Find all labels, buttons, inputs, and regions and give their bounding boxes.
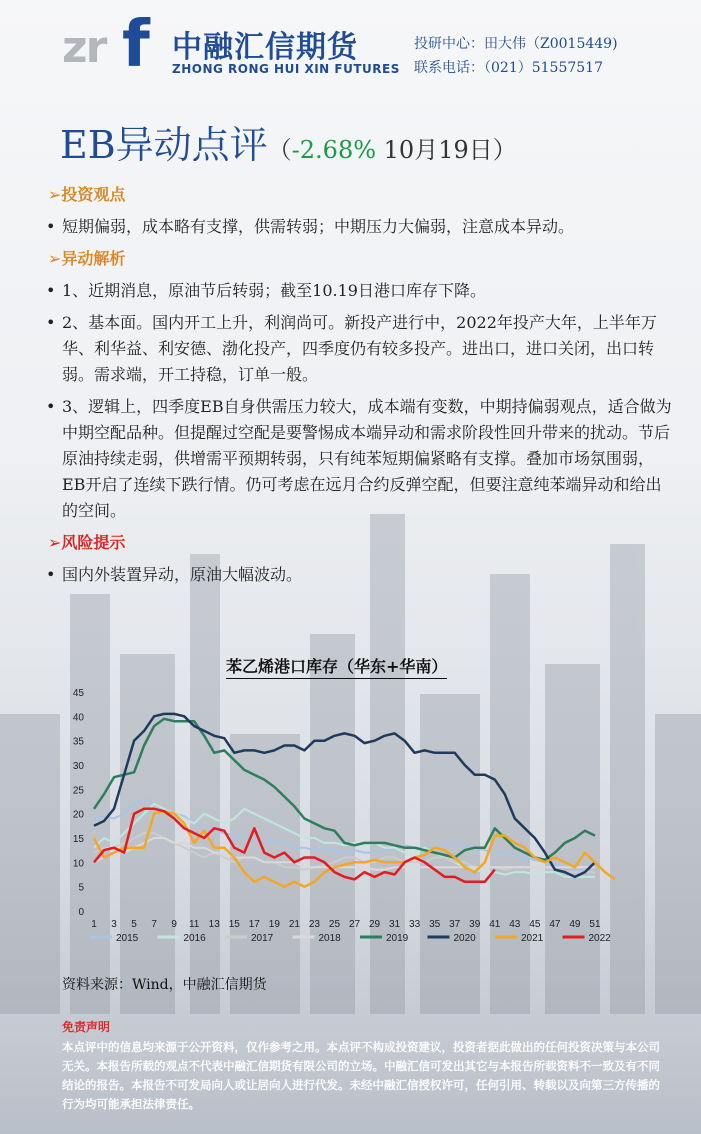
company-name-cn: 中融汇信期货 <box>172 30 358 65</box>
section-risk-title: ➢风险提示 <box>48 533 126 552</box>
arrow-icon: ➢ <box>48 533 62 552</box>
x-tick-label: 51 <box>589 919 601 930</box>
arrow-icon: ➢ <box>48 249 62 268</box>
x-tick-label: 21 <box>288 919 300 930</box>
title-date: 10月19日 <box>376 136 493 164</box>
x-tick-label: 9 <box>171 919 177 930</box>
title-change-pct: -2.68% <box>291 136 377 164</box>
x-tick-label: 43 <box>509 919 521 930</box>
y-tick-label: 10 <box>72 858 84 870</box>
x-tick-label: 27 <box>348 919 361 930</box>
x-tick-label: 29 <box>368 919 381 930</box>
bullet-icon: • <box>46 313 56 332</box>
contact-info <box>414 32 618 80</box>
x-tick-label: 47 <box>549 919 561 930</box>
legend-label-2018: 2018 <box>318 933 341 944</box>
series-line-2022 <box>94 809 495 882</box>
chart-title: 苯乙烯港口库存（华东+华南） <box>226 654 447 679</box>
data-source: 资料来源：Wind，中融汇信期货 <box>62 977 267 993</box>
x-tick-label: 49 <box>569 919 581 930</box>
title-main: EB异动点评 <box>60 123 268 167</box>
arrow-icon: ➢ <box>48 185 62 204</box>
x-tick-label: 39 <box>469 919 481 930</box>
x-tick-label: 15 <box>228 919 240 930</box>
content <box>46 178 676 594</box>
legend-label-2017: 2017 <box>251 933 274 944</box>
y-tick-label: 45 <box>72 688 84 699</box>
series-line-2015 <box>94 799 595 872</box>
view-paragraph: • 短期偏弱，成本略有支撑，供需转弱；中期压力大偏弱，注意成本异动。 <box>46 214 676 240</box>
analysis-paragraph-1: • 1、近期消息，原油节后转弱；截至10.19日港口库存下降。 <box>46 278 676 304</box>
phone-line: 联系电话：（021）51557517 <box>414 60 603 76</box>
legend-label-2020: 2020 <box>453 933 476 944</box>
title-close-paren: ） <box>492 136 517 164</box>
legend-label-2015: 2015 <box>116 933 139 944</box>
x-tick-label: 17 <box>248 919 260 930</box>
section-analysis-title: ➢异动解析 <box>48 249 126 268</box>
legend-label-2016: 2016 <box>183 933 206 944</box>
x-tick-label: 19 <box>268 919 280 930</box>
x-tick-label: 7 <box>151 919 157 930</box>
risk-paragraph: • 国内外装置异动，原油大幅波动。 <box>46 562 676 588</box>
legend-label-2021: 2021 <box>521 933 544 944</box>
analysis-paragraph-3: • 3、逻辑上，四季度EB自身供需压力较大，成本端有变数，中期持偏弱观点，适合做为中期空配品种。但提醒过空配是要警惕成本端异动和需求阶段性回升带来的扰动。节后原油持续走弱，供增需平预期转弱，只有纯苯短期偏紧略有支撑。叠加市场氛围弱，EB开启了连续下跌行情。仍可考虑在远月合约反弹空配，但要注意纯苯端异动和给出的空间。 <box>46 394 676 524</box>
x-tick-label: 3 <box>111 919 117 930</box>
logo-letters: zr <box>62 22 106 73</box>
y-tick-label: 25 <box>72 785 84 797</box>
x-tick-label: 1 <box>91 919 97 930</box>
x-tick-label: 5 <box>131 919 137 930</box>
bullet-icon: • <box>46 217 56 236</box>
x-tick-label: 45 <box>529 919 541 930</box>
bullet-icon: • <box>46 565 56 584</box>
bullet-icon: • <box>46 397 56 416</box>
header <box>0 0 701 100</box>
y-tick-label: 5 <box>78 882 84 894</box>
series-line-2021 <box>94 811 615 887</box>
logo-f: f <box>122 8 150 82</box>
legend-label-2019: 2019 <box>386 933 409 944</box>
x-tick-label: 11 <box>188 919 200 930</box>
disclaimer-title: 免责声明 <box>62 1020 111 1034</box>
x-tick-label: 33 <box>409 919 421 930</box>
analysis-paragraph-2: • 2、基本面。国内开工上升，利润尚可。新投产进行中，2022年投产大年，上半年万华、利华益、利安德、渤化投产，四季度仍有较多投产。进出口，进口关闭，出口转弱。需求端，开工持稳，订单一般。 <box>46 310 676 388</box>
x-tick-label: 35 <box>429 919 441 930</box>
section-view-title: ➢投资观点 <box>48 185 126 204</box>
x-tick-label: 41 <box>489 919 501 930</box>
y-tick-label: 40 <box>72 712 84 724</box>
x-tick-label: 31 <box>389 919 401 930</box>
y-tick-label: 30 <box>72 761 84 772</box>
y-tick-label: 35 <box>72 736 84 748</box>
page-title <box>60 114 517 169</box>
series-line-2019 <box>94 719 595 860</box>
y-tick-label: 0 <box>78 907 84 918</box>
company-name-en: ZHONG RONG HUI XIN FUTURES <box>172 62 400 76</box>
x-tick-label: 37 <box>449 919 461 930</box>
analyst-line: 投研中心：田大伟（Z0015449) <box>414 36 618 52</box>
y-tick-label: 15 <box>72 834 84 845</box>
bullet-icon: • <box>46 281 56 300</box>
title-open-paren: （ <box>267 136 292 164</box>
legend-label-2022: 2022 <box>588 933 611 944</box>
y-tick-label: 20 <box>72 809 84 821</box>
x-tick-label: 25 <box>328 919 341 930</box>
disclaimer-text: 本点评中的信息均来源于公开资料，仅作参考之用。本点评不构成投资建议，投资者据此做出的任何投资决策与本公司无关。本报告所载的观点不代表中融汇信期货有限公司的立场。中融汇信可发出其它与本报告所载资料不一致及有不同结论的报告。本报告不可发局向人或让居向人进行代发。未经中融汇信授权许可，任何引用、转载以及向第三方传播的行为均可能承担法律责任。 <box>62 1040 660 1111</box>
x-tick-label: 13 <box>208 919 220 930</box>
inventory-line-chart <box>60 680 630 950</box>
x-tick-label: 23 <box>308 919 320 930</box>
